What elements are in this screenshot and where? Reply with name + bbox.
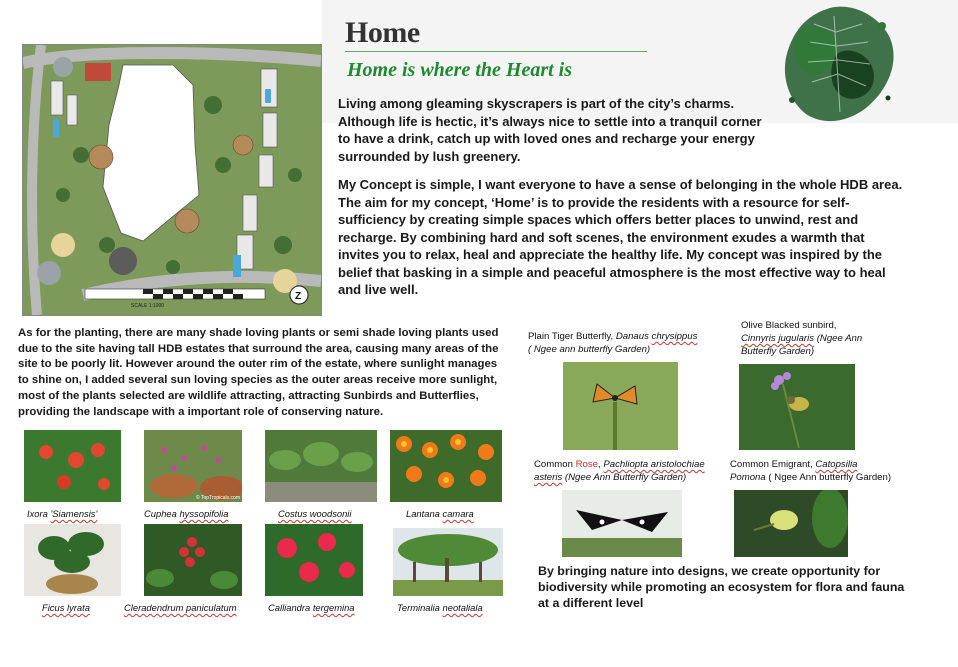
common-emigrant-butterfly <box>734 490 848 557</box>
plant-caption-1: Ixora 'Siamensis' <box>27 508 98 519</box>
site-plan-drawing <box>23 45 321 315</box>
wildlife-caption-tiger: Plain Tiger Butterfly, Danaus chrysippus ( Ngee ann butterfly Garden) <box>528 331 698 355</box>
lantana-flowers <box>390 430 502 502</box>
plant-caption-7: Calliandra tergemina <box>268 602 355 613</box>
closing-paragraph: By bringing nature into designs, we create opportunity for biodiversity while promoting an ecosystem for flora and fauna at a different level <box>538 564 905 610</box>
wildlife-photo-tiger-butterfly <box>563 362 678 450</box>
site-plan <box>22 44 322 316</box>
wildlife-photo-sunbird <box>739 364 855 450</box>
plant-caption-6: Cleradendrum paniculatum <box>124 602 237 613</box>
plant-photo-lantana <box>390 430 502 502</box>
plant-photo-terminalia <box>393 528 503 596</box>
sunbird <box>739 364 855 450</box>
cuphea-pots <box>144 430 242 502</box>
title-divider <box>345 51 647 52</box>
costus-foliage <box>265 430 377 502</box>
planting-paragraph: As for the planting, there are many shade loving plants or semi shade loving plants used due to the site having tall HDB estates that surround the area, causing many areas of the site to be poorly lit. However around the outer rim of the estate, where sunlight manages to shine on, I added several sun loving species as the outer areas receive more sunlight, most of the plants selected are wildlife attracting, attracting Sunbirds and Butterflies, providing the landscape with a important role of conserving nature. <box>18 327 499 418</box>
plant-photo-ixora <box>24 430 121 502</box>
plant-photo-ficus <box>24 524 121 596</box>
photo-watermark: © TopTropicals.com <box>196 495 240 501</box>
plant-photo-calliandra <box>265 524 363 596</box>
intro-paragraph-2: My Concept is simple, I want everyone to have a sense of belonging in the whole HDB area. The aim for my concept, ‘Home’ is to provide the residents with a resource for self-sufficiency by creating simple spaces which offers better places to unwind, rest and recharge. By combining hard and soft scenes, the environment exudes a warmth that invites you to relax, heal and appreciate the healthy life. My concept was inspired by the belief that basking in a simple and peaceful atmosphere is the most effective way to heal and live well. <box>338 177 903 297</box>
ficus-pot <box>24 524 121 596</box>
wildlife-caption-sunbird: Olive Blacked sunbird, Cinnyris jugularis (Ngee Ann Butterfly Garden) <box>741 320 863 357</box>
page-subtitle: Home is where the Heart is <box>347 59 572 81</box>
plant-caption-2: Cuphea hyssopifolia <box>144 508 229 519</box>
terminalia-tree <box>393 528 503 596</box>
plant-caption-4: Lantana camara <box>406 508 474 519</box>
page-title: Home <box>345 16 420 49</box>
plant-photo-cleradendrum <box>144 524 242 596</box>
fern-splash-graphic <box>770 2 902 128</box>
wildlife-photo-common-emigrant <box>734 490 848 557</box>
scale-label: SCALE 1:1000 <box>131 303 165 309</box>
plant-caption-3: Costus woodsonii <box>278 508 352 519</box>
cleradendrum-flowers <box>144 524 242 596</box>
wildlife-caption-rose: Common Rose, Pachliopta aristolochiae asteris (Ngee Ann Butterfly Garden) <box>534 459 705 483</box>
wildlife-photo-common-rose <box>562 490 682 557</box>
plant-photo-costus <box>265 430 377 502</box>
svg-text:Z: Z <box>295 291 302 302</box>
plant-photo-cuphea <box>144 430 242 502</box>
plant-caption-5: Ficus lyrata <box>42 602 90 613</box>
intro-paragraph-1: Living among gleaming skyscrapers is part of the city’s charms. Although life is hectic, it’s always nice to settle into a tranquil corner to have a drink, catch up with loved ones and recharge your energy surrounded by lush greenery. <box>338 96 762 164</box>
plant-caption-8: Terminalia neotaliala <box>397 602 483 613</box>
common-rose-butterfly <box>562 490 682 557</box>
wildlife-caption-emigrant: Common Emigrant, Catopsilia Pomona ( Ngee Ann butterfly Garden) <box>730 459 892 483</box>
ixora-flowers <box>24 430 121 502</box>
tiger-butterfly <box>563 362 678 450</box>
calliandra-flowers <box>265 524 363 596</box>
